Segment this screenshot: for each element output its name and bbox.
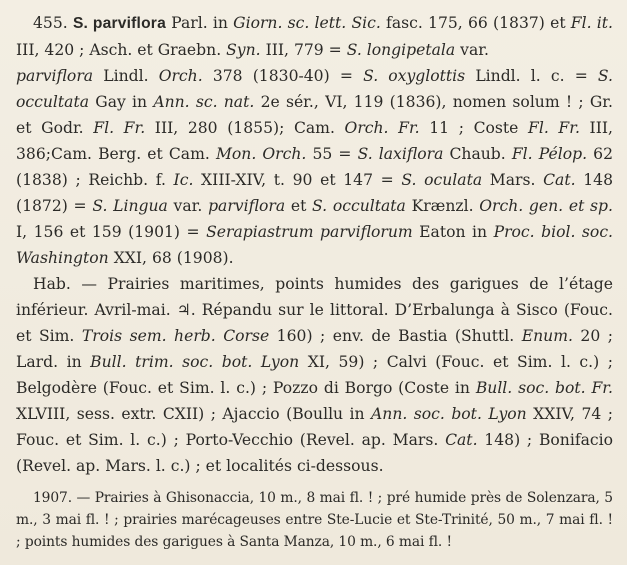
habitat-text: 160) ; env. de Bastia (Shuttl. — [269, 327, 522, 345]
synonymy-text: 378 (1830-40) = — [202, 67, 364, 85]
synonym-name: S. oxyglottis — [363, 67, 466, 85]
citation-title: Enum. — [521, 327, 573, 345]
citation-title: Fl. it. — [570, 14, 613, 32]
synonym-name: S. occultata — [312, 197, 406, 215]
synonymy-text: XXI, 68 (1908). — [108, 249, 234, 267]
citation-title: Orch. Fr. — [344, 119, 420, 137]
synonym-name: S. Lingua — [92, 197, 168, 215]
synonymy-text: Lindl. l. c. = — [465, 67, 598, 85]
heading-text: III, 420 ; Asch. et Graebn. — [16, 41, 227, 59]
citation-title: Orch. — [158, 67, 203, 85]
citation-title: Fl. Fr. — [93, 119, 146, 137]
heading-text: III, 779 = — [260, 41, 347, 59]
habitat-text: 148) ; Bonifacio (Revel. ap. Mars. l. c.) ; et localités ci-dessous. — [16, 431, 614, 475]
citation-title: Bull. soc. bot. Fr. — [475, 379, 613, 397]
citation-title: Cat. — [445, 431, 478, 449]
heading-text: Parl. in — [165, 14, 234, 32]
synonymy-text: 148 (1872) = — [16, 171, 613, 215]
citation-title: Mon. Orch. — [215, 145, 307, 163]
synonymy-text: Krænzl. — [405, 197, 480, 215]
synonym-name: S. occultata — [16, 67, 614, 111]
habitat-text: 20 ; Lard. in — [16, 327, 613, 371]
synonym-name: S. oculata — [401, 171, 483, 189]
citation-title: Giorn. sc. lett. Sic. — [233, 14, 381, 32]
synonymy-text: Eaton in — [412, 223, 494, 241]
synonymy-text: 55 = — [306, 145, 358, 163]
citation-title: Ann. soc. bot. Lyon — [371, 405, 527, 423]
synonymy-text: 62 (1838) ; Reichb. f. — [16, 145, 613, 189]
species-name: S. parviflora — [72, 15, 166, 32]
citation-title: Trois sem. herb. Corse — [81, 327, 270, 345]
habitat-text: Hab. — Prairies maritimes, points humides des garigues de l’étage inférieur. Avril-mai. ♃. Répandu sur le littoral. D’Erbalunga à Sisco (Fouc. et Sim. — [16, 275, 613, 345]
synonymy-text: var. — [167, 197, 209, 215]
synonymy-paragraph — [16, 63, 613, 271]
synonymy-text: 11 ; Coste — [419, 119, 529, 137]
citation-title: Fl. Pélop. — [511, 145, 588, 163]
synonym-name: Serapiastrum parviflorum — [206, 223, 413, 241]
citation-title: Cat. — [543, 171, 576, 189]
heading-text: var. — [455, 41, 489, 59]
citation-title: Orch. gen. et sp. — [479, 197, 613, 215]
habitat-text: XXIV, 74 ; Fouc. et Sim. l. c.) ; Porto-Vecchio (Revel. ap. Mars. — [16, 405, 613, 449]
synonymy-text: Chaub. — [443, 145, 512, 163]
synonym-name: S. longipetala — [346, 41, 456, 59]
habitat-text: XLVIII, sess. extr. CXII) ; Ajaccio (Boullu in — [16, 405, 372, 423]
citation-title: Bull. trim. soc. bot. Lyon — [90, 353, 300, 371]
citation-title: Fl. Fr. — [528, 119, 580, 137]
citation-title: Ic. — [173, 171, 194, 189]
synonym-name: parviflora — [208, 197, 286, 215]
synonymy-text: XIII-XIV, t. 90 et 147 = — [193, 171, 402, 189]
synonymy-text: 2e sér., VI, 119 (1836), nomen solum ! ; Gr. et Godr. — [16, 93, 613, 137]
synonym-name: S. laxiflora — [357, 145, 444, 163]
synonymy-text: III, 386;Cam. Berg. et Cam. — [16, 119, 613, 163]
habitat-paragraph — [16, 271, 613, 479]
synonymy-text: Mars. — [482, 171, 544, 189]
synonymy-text: III, 280 (1855); Cam. — [145, 119, 345, 137]
synonymy-text: Gay in — [89, 93, 154, 111]
citation-title: Ann. sc. nat. — [153, 93, 255, 111]
entry-number: 455. — [33, 14, 68, 32]
citation-title: Syn. — [226, 41, 261, 59]
collection-record-1907: 1907. — Prairies à Ghisonaccia, 10 m., 8 mai fl. ! ; pré humide près de Solenzara, 5 m., 3 mai fl. ! ; prairies marécageuses entre Ste-Lucie et Ste-Trinité, 50 m., 7 mai fl. ! ; points humides des garigues à Santa Manza, 10 m., 6 mai fl. ! — [16, 490, 613, 550]
synonymy-text: Lindl. — [93, 67, 159, 85]
synonym-name: parviflora — [16, 67, 94, 85]
habitat-text: XI, 59) ; Calvi (Fouc. et Sim. l. c.) ; Belgodère (Fouc. et Sim. l. c.) ; Pozzo di Borgo (Coste in — [16, 353, 613, 397]
citation-title: Proc. biol. soc. Washington — [16, 223, 614, 267]
heading-text: fasc. 175, 66 (1837) et — [380, 14, 571, 32]
synonymy-text: I, 156 et 159 (1901) = — [16, 223, 207, 241]
synonymy-text: et — [285, 197, 313, 215]
species-entry-heading — [16, 10, 613, 63]
